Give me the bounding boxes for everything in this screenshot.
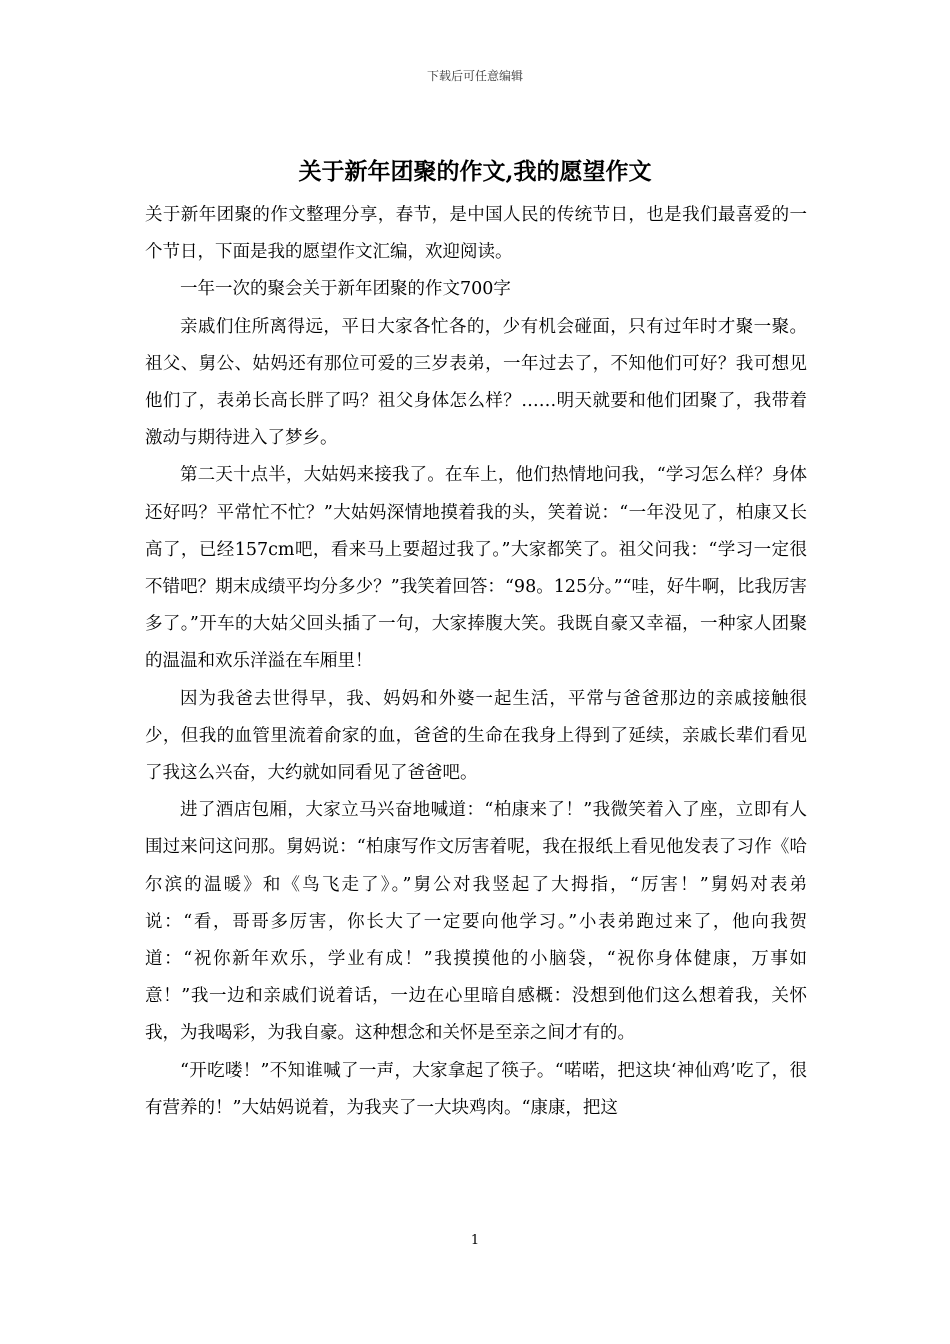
paragraph: 亲戚们住所离得远，平日大家各忙各的，少有机会碰面，只有过年时才聚一聚。祖父、舅公、姑妈还有那位可爱的三岁表弟，一年过去了，不知他们可好？我可想见他们了，表弟长高长胖了吗？祖父身体怎么样？……明天就要和他们团聚了，我带着激动与期待进入了梦乡。 — [145, 316, 807, 449]
paragraph: “开吃喽！”不知谁喊了一声，大家拿起了筷子。“喏喏，把这块‘神仙鸡’吃了，很有营养的！”大姑妈说着，为我夹了一大块鸡肉。“康康，把这 — [145, 1060, 807, 1118]
document-body — [145, 197, 807, 1127]
header-note: 下载后可任意编辑 — [426, 69, 523, 83]
document-title: 关于新年团聚的作文,我的愿望作文 — [298, 158, 652, 185]
paragraph-intro: 关于新年团聚的作文整理分享，春节，是中国人民的传统节日，也是我们最喜爱的一个节日，下面是我的愿望作文汇编，欢迎阅读。 — [145, 205, 807, 263]
paragraph: 第二天十点半，大姑妈来接我了。在车上，他们热情地问我，“学习怎么样？身体还好吗？平常忙不忙？”大姑妈深情地摸着我的头，笑着说：“一年没见了，柏康又长高了，已经157cm吧，看来马上要超过我了。”大家都笑了。祖父问我：“学习一定很不错吧？期末成绩平均分多少？”我笑着回答：“98。125分。”“哇，好牛啊，比我厉害多了。”开车的大姑父回头插了一句，大家捧腹大笑。我既自豪又幸福，一种家人团聚的温温和欢乐洋溢在车厢里！ — [145, 465, 807, 672]
paragraph: 进了酒店包厢，大家立马兴奋地喊道：“柏康来了！”我微笑着入了座，立即有人围过来问这问那。舅妈说：“柏康写作文厉害着呢，我在报纸上看见他发表了习作《哈尔滨的温暖》和《鸟飞走了》。”舅公对我竖起了大拇指，“厉害！”舅妈对表弟说：“看，哥哥多厉害，你长大了一定要向他学习。”小表弟跑过来了，他向我贺道：“祝你新年欢乐，学业有成！”我摸摸他的小脑袋，“祝你身体健康，万事如意！”我一边和亲戚们说着话，一边在心里暗自感概：没想到他们这么想着我，关怀我，为我喝彩，为我自豪。这种想念和关怀是至亲之间才有的。 — [145, 800, 807, 1044]
page-number: 1 — [470, 1233, 480, 1248]
paragraph-subtitle: 一年一次的聚会关于新年团聚的作文700字 — [180, 279, 511, 300]
paragraph: 因为我爸去世得早，我、妈妈和外婆一起生活，平常与爸爸那边的亲戚接触很少，但我的血管里流着俞家的血，爸爸的生命在我身上得到了延续，亲戚长辈们看见了我这么兴奋，大约就如同看见了爸爸吧。 — [145, 688, 807, 784]
